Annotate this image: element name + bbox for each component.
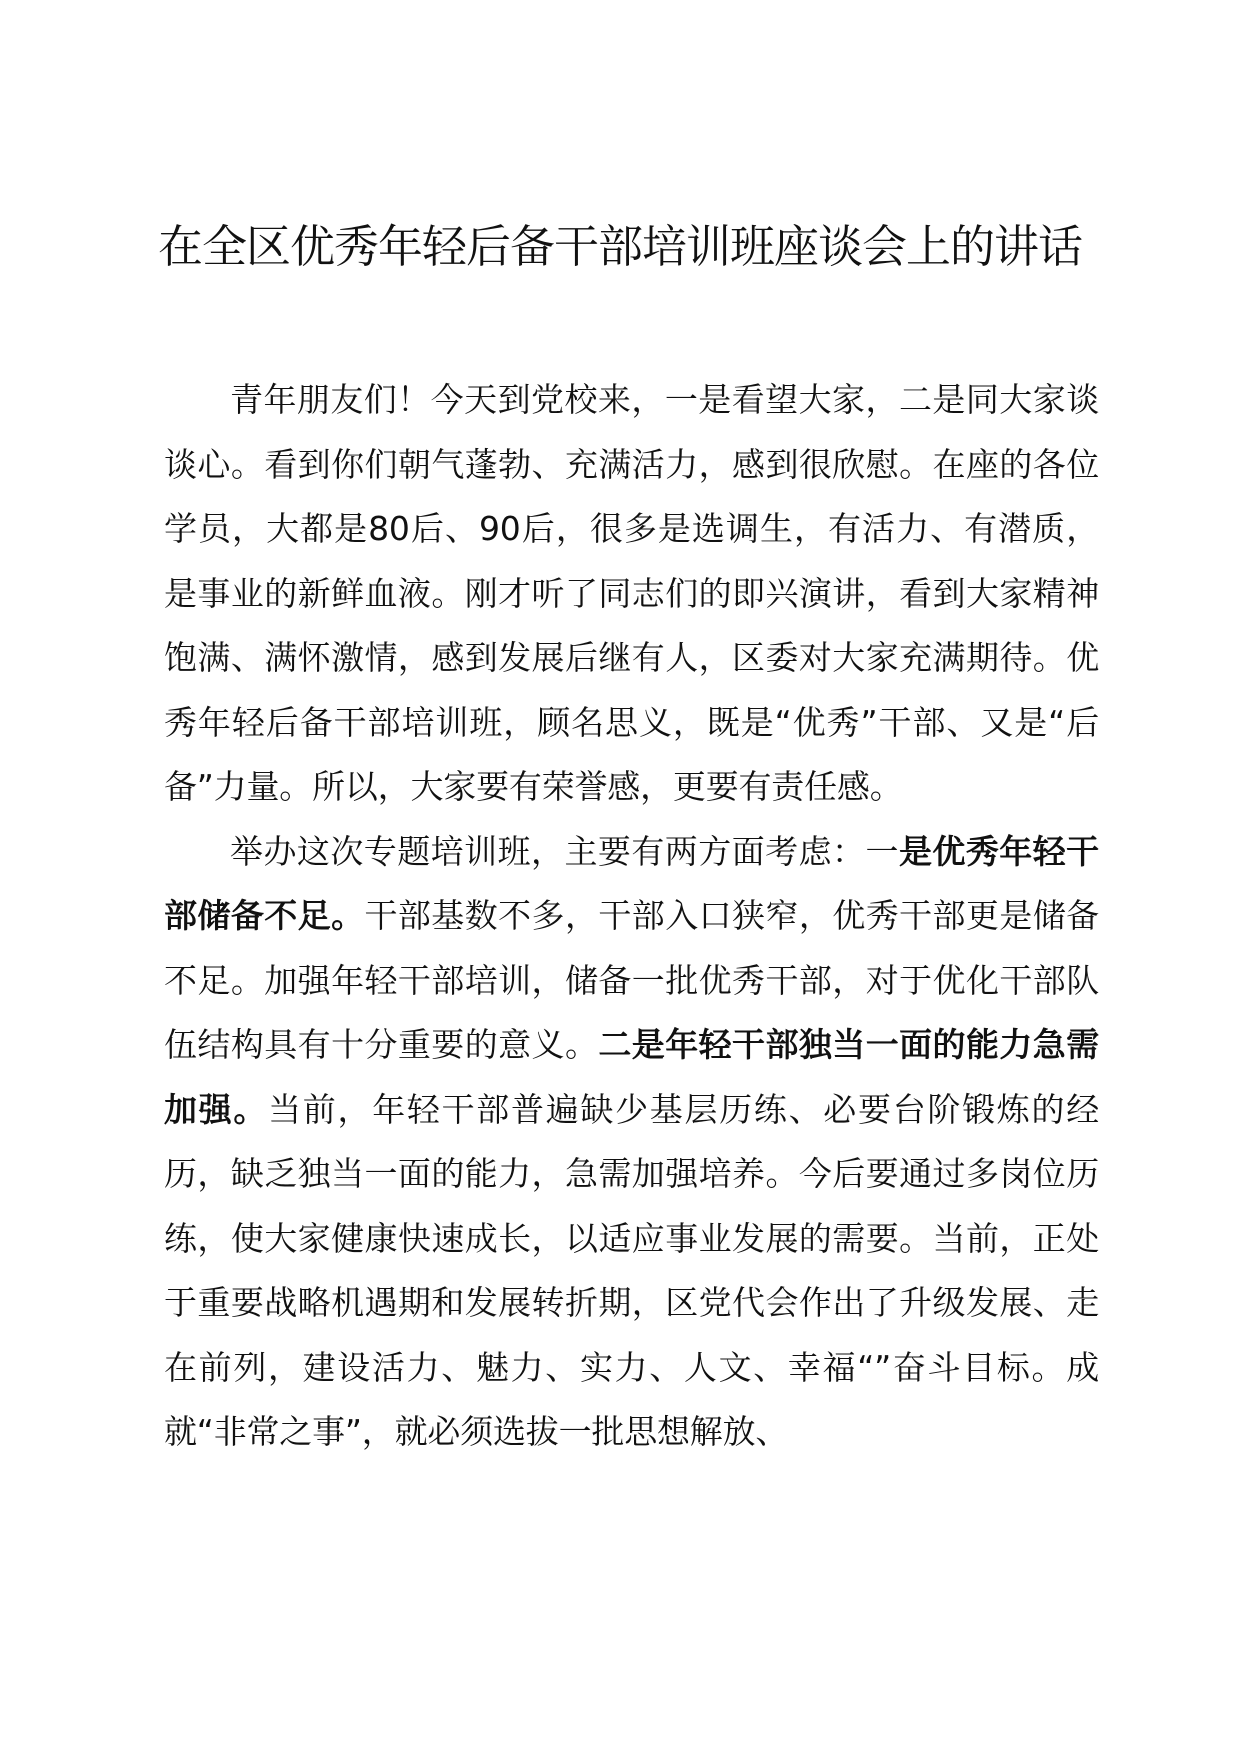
document-body <box>164 368 1099 1465</box>
bold-point-1: 是优秀年轻干部储备不足。 <box>164 831 1099 935</box>
paragraph-1-text: 青年朋友们！今天到党校来，一是看望大家，二是同大家谈谈心。看到你们朝气蓬勃、充满活力，感到很欣慰。在座的各位学员，大都是80后、90后，很多是选调生，有活力、有潜质，是事业的新鲜血液。刚才听了同志们的即兴演讲，看到大家精神饱满、满怀激情，感到发展后继有人，区委对大家充满期待。优秀年轻后备干部培训班，顾名思义，既是“优秀”干部、又是“后备”力量。所以，大家要有荣誉感，更要有责任感。 <box>164 380 1099 806</box>
bold-point-2: 二是年轻干部独当一面的能力急需加强。 <box>164 1025 1099 1129</box>
paragraph-1 <box>164 368 1099 820</box>
paragraph-2-run-3: 干部基数不多，干部入口狭窄，优秀干部更是储备不足。加强年轻干部培训，储备一批优秀干部，对于优化干部队伍结构具有十分重要的意义。 <box>164 896 1099 1064</box>
paragraph-2-run-1: 举办这次专题培训班，主要有两方面考虑：一 <box>230 831 899 871</box>
document-title: 在全区优秀年轻后备干部培训班座谈会上的讲话 <box>157 220 1082 273</box>
paragraph-2 <box>164 820 1099 1465</box>
paragraph-2-run-5: 当前，年轻干部普遍缺少基层历练、必要台阶锻炼的经历，缺乏独当一面的能力，急需加强培养。今后要通过多岗位历练，使大家健康快速成长，以适应事业发展的需要。当前，正处于重要战略机遇期和发展转折期，区党代会作出了升级发展、走在前列，建设活力、魅力、实力、人文、幸福“”奋斗目标。成就“非常之事”，就必须选拔一批思想解放、 <box>164 1089 1100 1451</box>
